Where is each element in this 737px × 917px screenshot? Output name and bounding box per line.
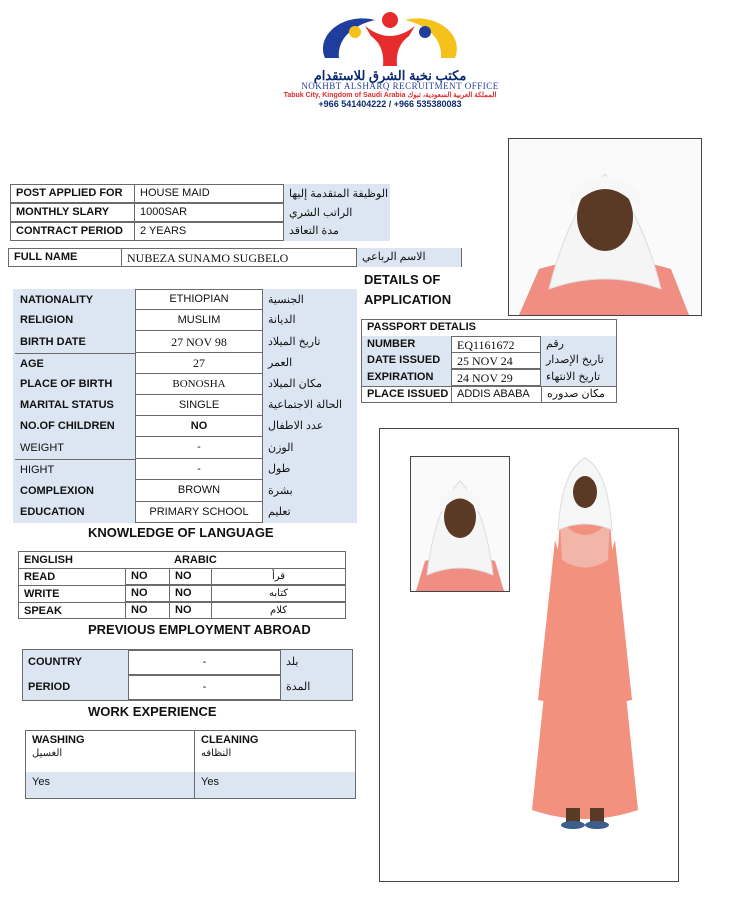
experience-label-washing: WASHING	[32, 733, 85, 746]
language-label-ar-write: كتابه	[211, 585, 346, 602]
office-logo	[305, 6, 475, 76]
personal-label-ar-complexion: بشرة	[268, 484, 293, 497]
passport-value-place: ADDIS ABABA	[451, 386, 541, 402]
job-label-salary: MONTHLY SLARY	[10, 203, 135, 222]
job-value-salary: 1000SAR	[134, 203, 284, 222]
details-heading-line2: APPLICATION	[364, 292, 452, 307]
personal-label-children: NO.OF CHILDREN	[20, 420, 115, 432]
passport-label-issued: DATE ISSUED	[362, 352, 452, 369]
language-value-write-english: NO	[125, 585, 170, 602]
personal-label-ar-weight: الوزن	[268, 441, 294, 454]
passport-label-expiration: EXPIRATION	[362, 369, 452, 386]
employment-label-period: PERIOD	[28, 681, 71, 693]
language-col-arabic: ARABIC	[174, 553, 217, 566]
personal-value-nationality: ETHIOPIAN	[136, 290, 262, 310]
language-label-ar-speak: كلام	[211, 602, 346, 619]
job-label-ar-contract: مدة التعاقد	[284, 222, 390, 241]
personal-label-place-of-birth: PLACE OF BIRTH	[20, 378, 113, 390]
personal-value-birth-date: 27 NOV 98	[136, 331, 262, 353]
passport-label-place: PLACE ISSUED	[362, 386, 452, 402]
full-body-person-icon	[530, 450, 640, 850]
personal-label-ar-place-of-birth: مكان الميلاد	[268, 378, 323, 390]
passport-label-ar-place: مكان صدوره	[541, 386, 616, 402]
passport-value-expiration: 24 NOV 29	[451, 369, 541, 386]
language-label-write: WRITE	[19, 585, 125, 602]
personal-label-religion: RELIGION	[20, 314, 74, 326]
personal-label-ar-height: طول	[268, 463, 291, 475]
personal-value-complexion: BROWN	[136, 480, 262, 502]
passport-label-ar-issued: تاريخ الإصدار	[541, 352, 616, 369]
personal-label-age: AGE	[15, 353, 135, 374]
personal-label-birth-date: BIRTH DATE	[20, 335, 86, 348]
language-col-english: ENGLISH	[24, 553, 73, 566]
language-heading: KNOWLEDGE OF LANGUAGE	[88, 525, 274, 540]
language-value-write-arabic: NO	[169, 585, 212, 602]
personal-value-marital-status: SINGLE	[136, 395, 262, 416]
personal-label-ar-education: تعليم	[268, 506, 291, 518]
personal-value-education: PRIMARY SCHOOL	[149, 506, 249, 518]
employment-heading: PREVIOUS EMPLOYMENT ABROAD	[88, 622, 311, 637]
language-value-read-arabic: NO	[169, 568, 212, 585]
experience-value-cleaning: Yes	[201, 775, 219, 788]
job-value-post: HOUSE MAID	[134, 184, 284, 203]
job-label-post: POST APPLIED FOR	[10, 184, 135, 203]
small-portrait-person-icon	[411, 457, 509, 591]
small-portrait-photo	[410, 456, 510, 592]
personal-label-ar-age: العمر	[268, 357, 293, 369]
passport-title: PASSPORT DETALIS	[367, 321, 476, 333]
job-label-ar-salary: الراتب الشري	[284, 204, 390, 222]
personal-value-children: NO	[136, 416, 262, 437]
language-label-read: READ	[19, 568, 125, 585]
personal-label-height: HIGHT	[15, 459, 135, 480]
passport-label-ar-expiration: تاريخ الانتهاء	[541, 369, 616, 386]
personal-label-weight: WEIGHT	[20, 441, 64, 454]
office-location: Tabuk City, Kingdom of Saudi Arabia المملكة العربية السعودية، تبوك	[283, 92, 497, 99]
personal-label-nationality: NATIONALITY	[20, 293, 94, 306]
portrait-photo	[508, 138, 702, 316]
passport-value-number: EQ1161672	[451, 336, 541, 353]
personal-label-ar-marital-status: الحالة الاجتماعية	[268, 399, 343, 411]
personal-label-education: EDUCATION	[20, 506, 85, 518]
personal-value-height: -	[136, 459, 262, 480]
experience-label-ar-cleaning: النظافه	[201, 748, 232, 759]
office-name-en: NOKHBT ALSHARQ RECRUITMENT OFFICE	[301, 81, 499, 91]
personal-value-place-of-birth: BONOSHA	[136, 374, 262, 395]
full-name-value: NUBEZA SUNAMO SUGBELO	[121, 248, 357, 267]
experience-divider	[194, 731, 195, 798]
employment-label-country: COUNTRY	[28, 656, 82, 668]
personal-label-ar-nationality: الجنسية	[268, 293, 304, 306]
office-phones: +966 541404222 / +966 535380083	[318, 99, 462, 109]
personal-label-marital-status: MARITAL STATUS	[20, 399, 114, 411]
personal-value-age: 27	[136, 353, 262, 374]
personal-label-ar-religion: الديانة	[268, 314, 296, 326]
language-value-read-english: NO	[125, 568, 170, 585]
personal-value-weight: -	[136, 437, 262, 459]
job-label-contract: CONTRACT PERIOD	[10, 222, 135, 241]
passport-label-ar-number: رقم	[541, 336, 616, 352]
employment-value-period: -	[128, 675, 281, 700]
employment-label-ar-period: المدة	[286, 681, 311, 693]
experience-value-washing: Yes	[32, 775, 50, 788]
experience-label-cleaning: CLEANING	[201, 733, 259, 746]
passport-label-number: NUMBER	[362, 336, 452, 352]
personal-label-ar-children: عدد الاطفال	[268, 420, 324, 432]
experience-label-ar-washing: الغسيل	[32, 748, 63, 759]
employment-label-ar-country: بلد	[286, 656, 299, 668]
full-name-label: FULL NAME	[8, 248, 122, 267]
job-value-contract: 2 YEARS	[134, 222, 284, 241]
language-value-speak-english: NO	[125, 602, 170, 619]
full-body-figure	[530, 450, 640, 850]
personal-value-religion: MUSLIM	[136, 310, 262, 331]
full-name-label-ar: الاسم الرباعي	[357, 248, 462, 267]
employment-value-country: -	[128, 650, 281, 675]
personal-label-complexion: COMPLEXION	[20, 484, 94, 497]
language-label-ar-read: قرأ	[211, 568, 346, 585]
office-name-ar: مكتب نخبة الشرق للاستقدام	[313, 68, 467, 83]
language-label-speak: SPEAK	[19, 602, 125, 619]
details-heading-line1: DETAILS OF	[364, 272, 441, 287]
experience-heading: WORK EXPERIENCE	[88, 704, 217, 719]
language-value-speak-arabic: NO	[169, 602, 212, 619]
personal-label-ar-birth-date: تاريخ الميلاد	[268, 335, 321, 348]
logo-emblem-icon	[305, 6, 475, 76]
job-label-ar-post: الوظيفة المتقدمة إليها	[284, 184, 390, 204]
portrait-person-icon	[509, 139, 701, 315]
passport-value-issued: 25 NOV 24	[451, 352, 541, 369]
